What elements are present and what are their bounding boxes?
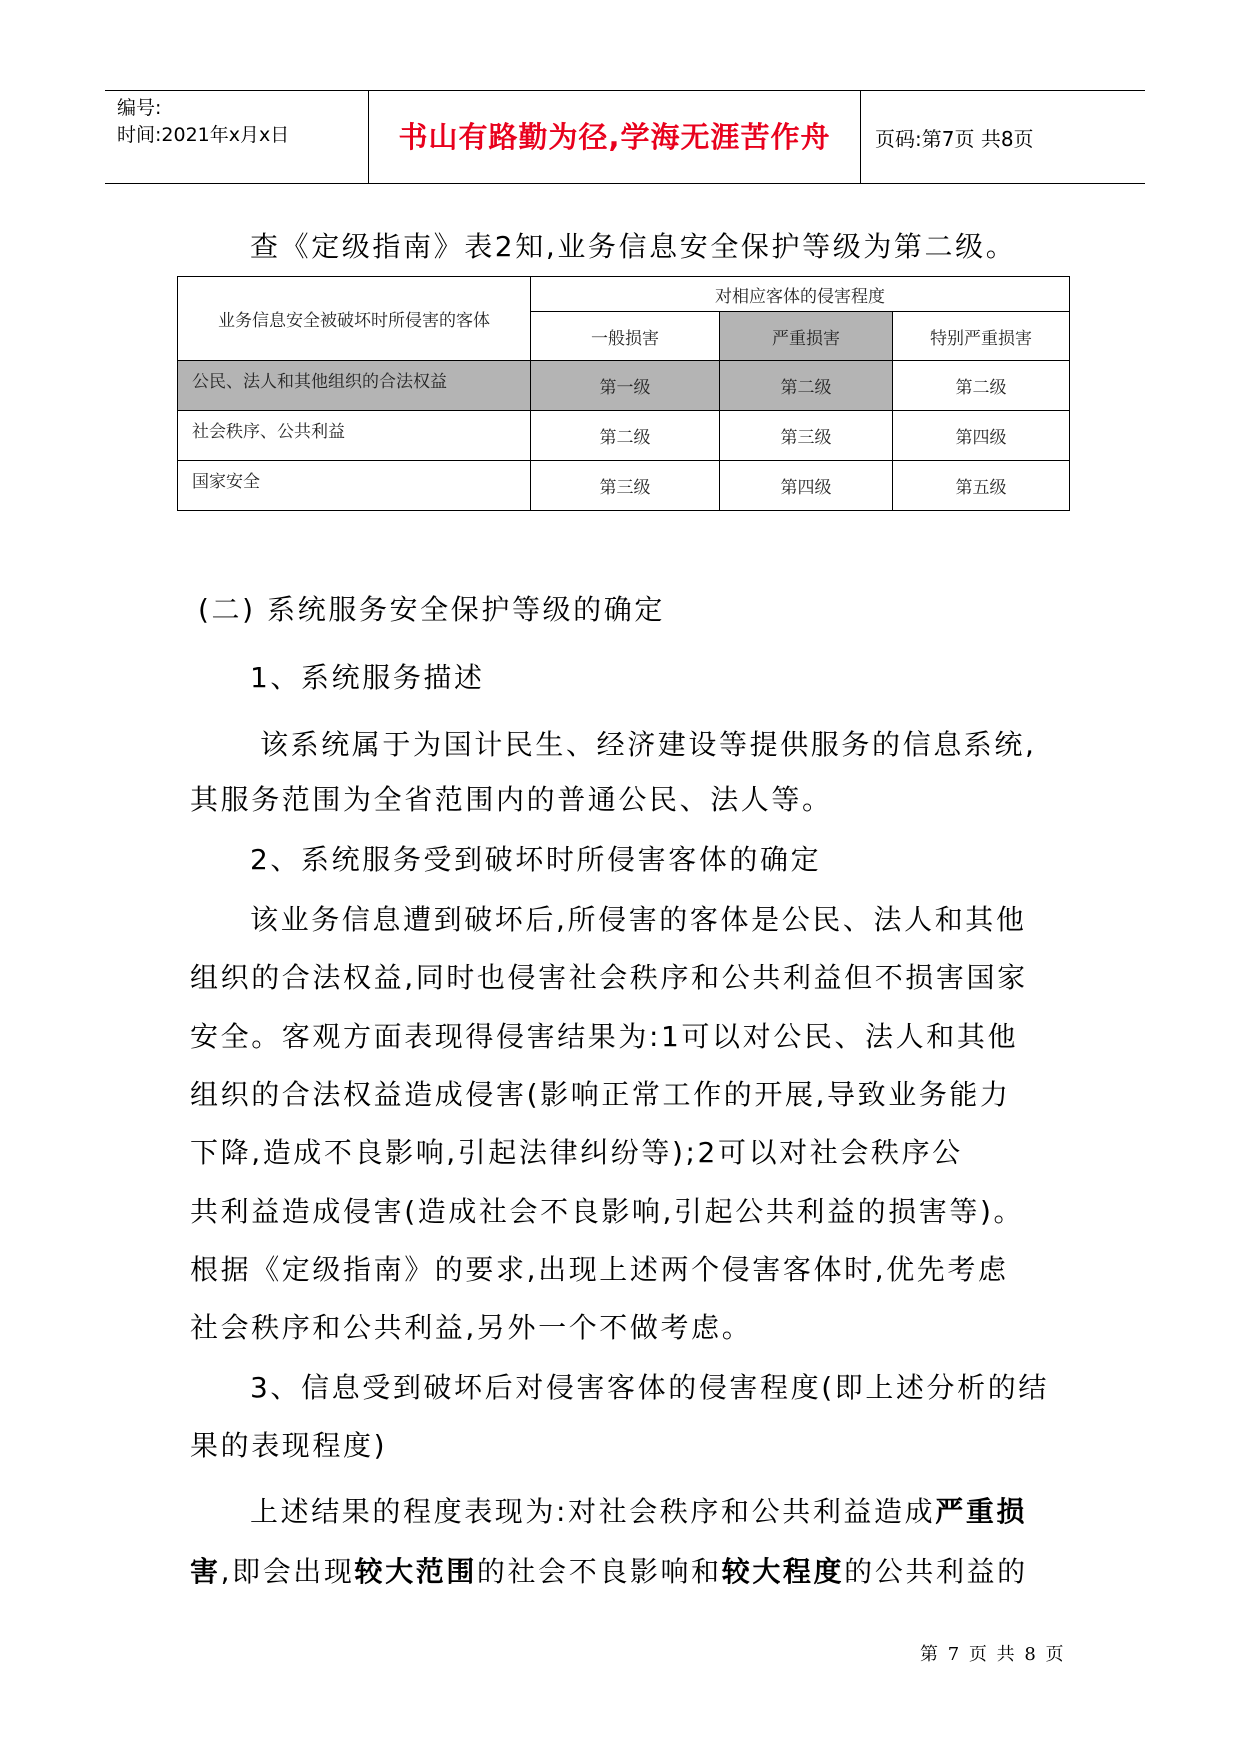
paragraph-line: 该业务信息遭到破坏后,所侵害的客体是公民、法人和其他 [250,903,1027,936]
paragraph-line: 社会秩序和公共利益,另外一个不做考虑。 [190,1311,753,1344]
paragraph-line [190,1550,1028,1590]
paragraph-line [250,1490,1027,1530]
paragraph-line: 根据《定级指南》的要求,出现上述两个侵害客体时,优先考虑 [190,1253,1009,1286]
header-number-label: 编号: [117,97,162,119]
p3-text: 的社会不良影响和 [476,1555,722,1588]
table-cell: 第二级 [531,411,720,461]
page-footer: 第 7 页 共 8 页 [920,1644,1066,1665]
table-row-label: 社会秩序、公共利益 [178,411,531,461]
paragraph-line: 其服务范围为全省范围内的普通公民、法人等。 [190,783,833,816]
header-meta [117,95,289,149]
table-row [178,361,1070,411]
table-row [178,411,1070,461]
p3-text: 的公共利益的 [844,1555,1028,1588]
paragraph-line: 下降,造成不良影响,引起法律纠纷等);2可以对社会秩序公 [190,1136,963,1169]
table-row-label: 公民、法人和其他组织的合法权益 [178,361,531,411]
table-group-header: 对相应客体的侵害程度 [531,277,1070,312]
table-col-header: 特别严重损害 [893,312,1070,361]
table-row-header: 业务信息安全被破坏时所侵害的客体 [178,277,531,361]
table-cell: 第三级 [531,461,720,511]
table-cell: 第二级 [720,361,893,411]
intro-line: 查《定级指南》表2知,业务信息安全保护等级为第二级。 [250,230,1017,263]
p3-bold: 较大程度 [721,1555,845,1588]
p3-text: ,即会出现 [220,1555,355,1588]
table-row [178,461,1070,511]
paragraph-line: 组织的合法权益造成侵害(影响正常工作的开展,导致业务能力 [190,1078,1011,1111]
header-time-label: 时间:2021年x月x日 [117,124,290,146]
table-row-label: 国家安全 [178,461,531,511]
grading-table [177,276,1070,511]
table-cell: 第五级 [893,461,1070,511]
section-heading: (二) 系统服务安全保护等级的确定 [198,593,665,626]
p3-bold: 害 [190,1555,221,1588]
table-col-header: 一般损害 [531,312,720,361]
table-cell: 第四级 [720,461,893,511]
subheading-3-cont: 果的表现程度) [190,1429,388,1462]
table-cell: 第四级 [893,411,1070,461]
p3-text: 上述结果的程度表现为:对社会秩序和公共利益造成 [250,1495,936,1528]
header-page-info: 页码:第7页 共8页 [875,127,1034,151]
paragraph-line: 组织的合法权益,同时也侵害社会秩序和公共利益但不损害国家 [190,961,1028,994]
p3-bold: 严重损 [935,1495,1028,1528]
subheading-1: 1、系统服务描述 [250,661,485,694]
header-motto: 书山有路勤为径,学海无涯苦作舟 [398,120,831,154]
table-cell: 第三级 [720,411,893,461]
page-header [105,90,1145,184]
table-cell: 第一级 [531,361,720,411]
subheading-2: 2、系统服务受到破坏时所侵害客体的确定 [250,843,822,876]
subheading-3: 3、信息受到破坏后对侵害客体的侵害程度(即上述分析的结 [250,1371,1049,1404]
paragraph-line: 安全。客观方面表现得侵害结果为:1可以对公民、法人和其他 [190,1020,1019,1053]
paragraph-line: 共利益造成侵害(造成社会不良影响,引起公共利益的损害等)。 [190,1195,1025,1228]
paragraph-line: 该系统属于为国计民生、经济建设等提供服务的信息系统, [260,728,1037,761]
p3-bold: 较大范围 [354,1555,477,1588]
header-divider-right [860,91,861,183]
table-col-header: 严重损害 [720,312,893,361]
table-cell: 第二级 [893,361,1070,411]
